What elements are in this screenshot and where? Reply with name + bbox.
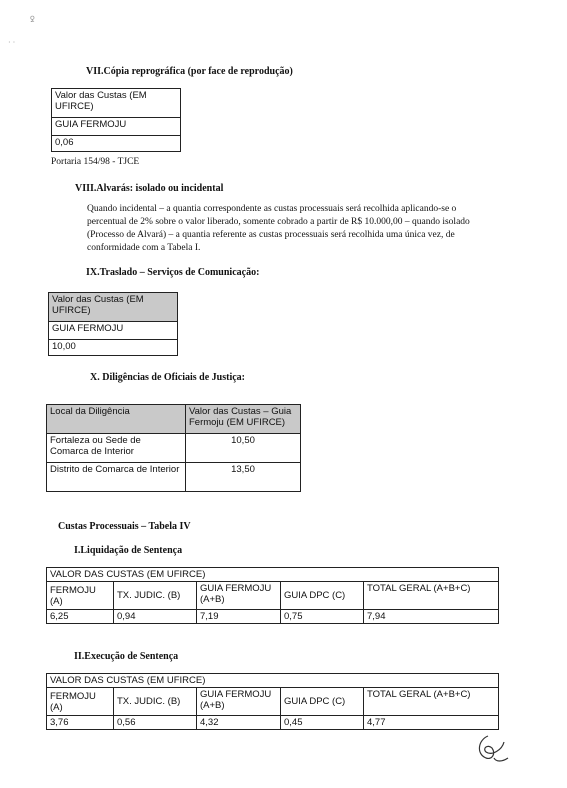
- section-8-title: VIII.Alvarás: isolado ou incidental: [75, 183, 224, 194]
- section-7-row-value: 0,06: [52, 136, 181, 152]
- liquidacao-value: 0,75: [281, 610, 364, 624]
- liquidacao-value: 7,94: [364, 610, 499, 624]
- liquidacao-header: FERMOJU (A): [47, 582, 114, 610]
- execucao-value: 0,56: [114, 716, 197, 730]
- execucao-header: GUIA FERMOJU (A+B): [197, 688, 281, 716]
- section-10-header-local: Local da Diligência: [47, 405, 186, 434]
- execucao-banner: VALOR DAS CUSTAS (EM UFIRCE): [47, 674, 499, 688]
- section-9-title: IX.Traslado – Serviços de Comunicação:: [86, 267, 260, 278]
- execucao-value: 0,45: [281, 716, 364, 730]
- execucao-value: 4,77: [364, 716, 499, 730]
- liquidacao-value: 0,94: [114, 610, 197, 624]
- liquidacao-value: 7,19: [197, 610, 281, 624]
- liquidacao-header: TOTAL GERAL (A+B+C): [364, 582, 499, 610]
- section-7-row-label: Valor das Custas (EM UFIRCE): [52, 89, 181, 118]
- section-8-line: Quando incidental – a quantia correspondente as custas processuais será recolhida aplicando-se o: [87, 204, 457, 214]
- section-8-line: (Processo de Alvará) – a quantia referente as custas processuais será recolhida uma única vez, de: [87, 230, 455, 240]
- section-7-title: VII.Cópia reprográfica (por face de reprodução): [86, 66, 293, 77]
- execucao-value: 4,32: [197, 716, 281, 730]
- section-8-paragraph: [87, 203, 527, 255]
- execucao-header: TOTAL GERAL (A+B+C): [364, 688, 499, 716]
- liquidacao-header: TX. JUDIC. (B): [114, 582, 197, 610]
- execucao-header: TX. JUDIC. (B): [114, 688, 197, 716]
- liquidacao-banner: VALOR DAS CUSTAS (EM UFIRCE): [47, 568, 499, 582]
- section-7-note: Portaria 154/98 - TJCE: [51, 157, 140, 167]
- liquidacao-title: I.Liquidação de Sentença: [74, 545, 183, 556]
- execucao-header: FERMOJU (A): [47, 688, 114, 716]
- signature-initials: [474, 728, 514, 768]
- section-10-table: [46, 404, 301, 492]
- section-10-row-value: 13,50: [186, 463, 301, 492]
- liquidacao-header: GUIA DPC (C): [281, 582, 364, 610]
- liquidacao-value: 6,25: [47, 610, 114, 624]
- section-10-title: X. Diligências de Oficiais de Justiça:: [90, 372, 245, 383]
- liquidacao-table: [46, 567, 499, 624]
- liquidacao-header: GUIA FERMOJU (A+B): [197, 582, 281, 610]
- section-9-row-label: Valor das Custas (EM UFIRCE): [49, 293, 178, 322]
- section-8-line: conformidade com a Tabela I.: [87, 243, 201, 253]
- execucao-value: 3,76: [47, 716, 114, 730]
- section-10-header-value: Valor das Custas – Guia Fermoju (EM UFIRCE): [186, 405, 301, 434]
- execucao-title: II.Execução de Sentença: [74, 651, 179, 662]
- section-9-table: [48, 292, 178, 356]
- section-9-row-guia: GUIA FERMOJU: [49, 322, 178, 340]
- scan-dots: · ·: [8, 38, 16, 47]
- section-10-row-local: Fortaleza ou Sede de Comarca de Interior: [47, 434, 186, 463]
- section-10-row-value: 10,50: [186, 434, 301, 463]
- scan-mark: ꝿ: [30, 15, 35, 24]
- section-7-table: [51, 88, 181, 152]
- section-7-row-guia: GUIA FERMOJU: [52, 118, 181, 136]
- section-8-line: percentual de 2% sobre o valor liberado, somente cobrado a partir de R$ 10.000,00 – quando isolado: [87, 217, 470, 227]
- table-4-title: Custas Processuais – Tabela IV: [58, 521, 191, 532]
- section-10-row-local: Distrito de Comarca de Interior: [47, 463, 186, 492]
- execucao-header: GUIA DPC (C): [281, 688, 364, 716]
- execucao-table: [46, 673, 499, 730]
- section-9-row-value: 10,00: [49, 340, 178, 356]
